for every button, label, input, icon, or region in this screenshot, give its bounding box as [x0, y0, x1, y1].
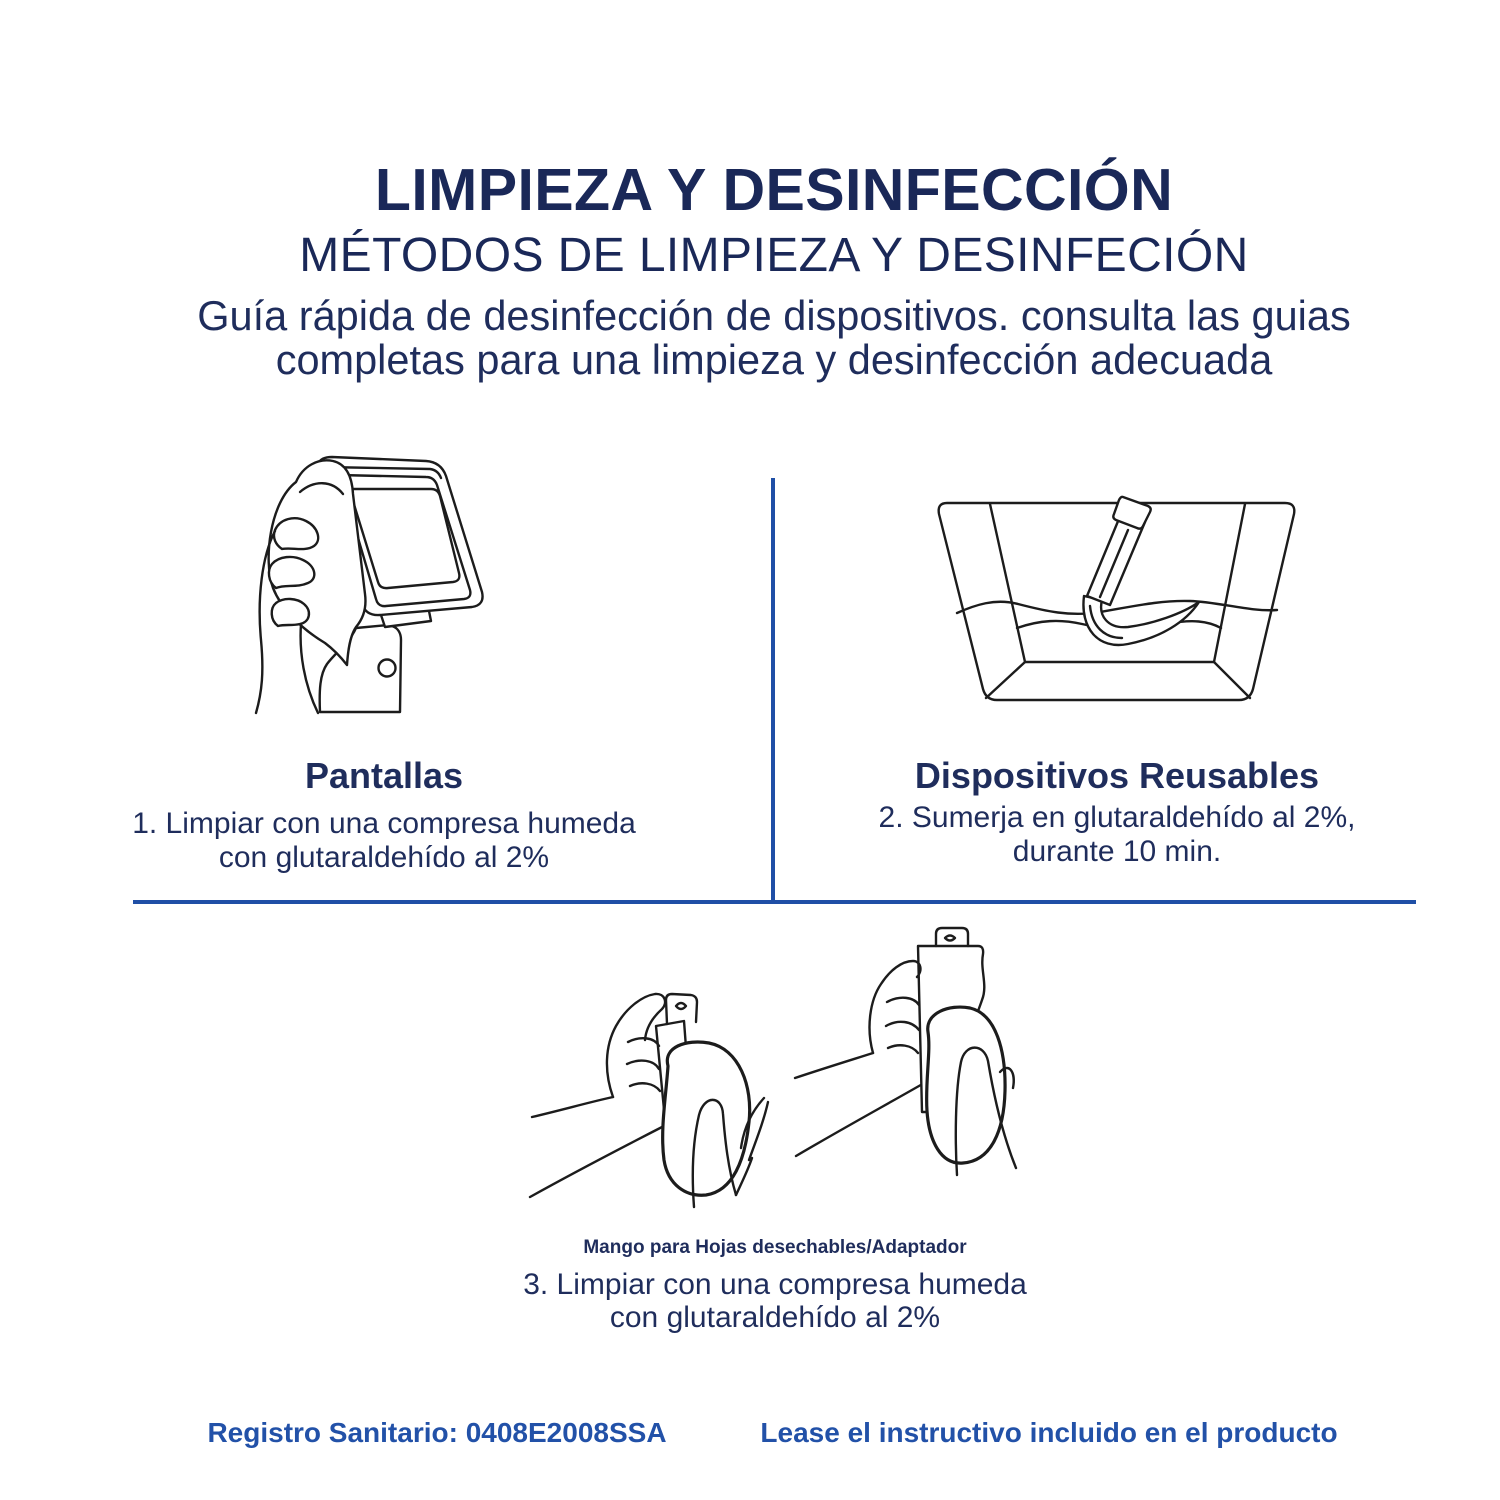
instruction-line: durante 10 min.: [1012, 835, 1222, 868]
forearm-upper: [532, 1097, 613, 1117]
handle-wiping-figure-right: [795, 928, 1016, 1175]
page-subtitle: MÉTODOS DE LIMPIEZA Y DESINFECIÓN: [299, 229, 1249, 282]
holding-hand: [870, 961, 921, 1053]
handle-caption: Mango para Hojas desechables/Adaptador: [583, 1237, 967, 1258]
immersion-tray-illustration: [930, 495, 1302, 707]
forearm-upper: [795, 1053, 873, 1078]
vertical-divider: [771, 478, 775, 902]
intro-line: Guía rápida de desinfección de dispositivos. consulta las guias: [197, 292, 1351, 339]
section-heading-dispositivos: Dispositivos Reusables: [914, 755, 1320, 796]
handle-wiping-figure-left: [530, 994, 768, 1207]
wiping-cloth: [663, 1042, 750, 1195]
handle-wiping-illustration: [520, 920, 1030, 1210]
holding-finger: [887, 998, 919, 1005]
stand-knob: [379, 660, 396, 677]
instruction-line: 3. Limpiar con una compresa humeda: [523, 1268, 1027, 1301]
instructions-notice: Lease el instructivo incluido en el producto: [760, 1417, 1338, 1448]
holding-finger: [627, 1061, 659, 1069]
instruction-line: 1. Limpiar con una compresa humeda: [132, 807, 636, 840]
instruction-line: con glutaraldehído al 2%: [609, 1301, 941, 1334]
clip-notch: [676, 1003, 686, 1009]
intro-line: completas para una limpieza y desinfección adecuada: [275, 336, 1273, 383]
holding-finger: [886, 1022, 919, 1030]
horizontal-divider: [133, 900, 1416, 904]
page-title: LIMPIEZA Y DESINFECCIÓN: [374, 157, 1174, 223]
forearm-lower: [530, 1126, 664, 1197]
holding-finger: [628, 1038, 659, 1046]
forearm-lower: [796, 1082, 926, 1156]
clip-notch: [945, 936, 955, 941]
holding-finger: [888, 1045, 918, 1053]
hand-finger: [269, 557, 314, 588]
instruction-line: 2. Sumerja en glutaraldehído al 2%,: [878, 801, 1356, 834]
section-heading-pantallas: Pantallas: [304, 755, 464, 796]
sanitary-registration: Registro Sanitario: 0408E2008SSA: [207, 1417, 667, 1448]
hand-finger: [272, 599, 309, 626]
instruction-line: con glutaraldehído al 2%: [218, 841, 550, 874]
screen-wiping-illustration: [240, 450, 500, 725]
holding-finger: [630, 1083, 660, 1091]
wiping-thumb: [749, 1102, 768, 1160]
holding-hand: [607, 994, 665, 1097]
